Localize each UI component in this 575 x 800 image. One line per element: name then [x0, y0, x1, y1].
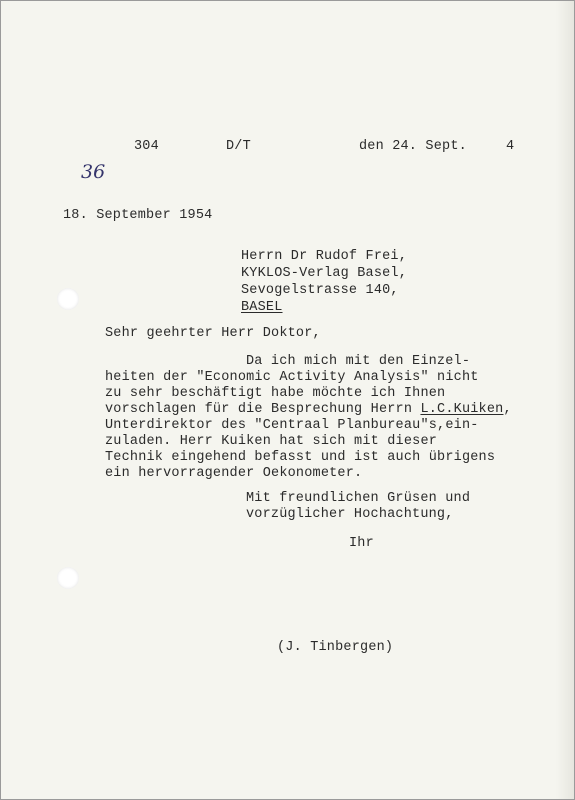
signature: (J. Tinbergen)	[277, 640, 394, 655]
body-line-2: heiten der "Economic Activity Analysis" nicht	[105, 370, 479, 385]
body-line-6: zuladen. Herr Kuiken hat sich mit dieser	[105, 434, 438, 449]
body-line-4	[105, 402, 512, 418]
address-line-3: Sevogelstrasse 140,	[241, 283, 399, 298]
header-code: D/T	[226, 139, 251, 154]
body-line-4-start: vorschlagen für die Besprechung Herrn	[105, 402, 421, 417]
header-date-suffix: 4	[506, 139, 515, 154]
closing-line-3: Ihr	[349, 536, 374, 551]
body-line-1: Da ich mich mit den Einzel-	[246, 354, 471, 369]
address-line-2: KYKLOS-Verlag Basel,	[241, 266, 408, 281]
page-edge-shadow	[556, 1, 574, 799]
body-line-5: Unterdirektor des "Centraal Planbureau"s,ein-	[105, 418, 479, 433]
address-line-4: BASEL	[241, 300, 283, 315]
letter-date: 18. September 1954	[63, 208, 213, 223]
name-kuiken-underlined: L.C.Kuiken	[420, 402, 504, 417]
salutation: Sehr geehrter Herr Doktor,	[105, 326, 321, 341]
body-line-7: Technik eingehend befasst und ist auch übrigens	[105, 450, 496, 465]
closing-line-1: Mit freundlichen Grüsen und	[246, 491, 471, 506]
handwritten-number: 36	[81, 161, 106, 183]
closing-line-2: vorzüglicher Hochachtung,	[246, 507, 454, 522]
header-number: 304	[134, 139, 159, 154]
header-date: den 24. Sept.	[359, 139, 467, 154]
body-line-8: ein hervorragender Oekonometer.	[105, 466, 363, 481]
body-line-3: zu sehr beschäftigt habe möchte ich Ihnen	[105, 386, 446, 401]
body-line-4-end: ,	[503, 402, 512, 417]
address-line-1: Herrn Dr Rudof Frei,	[241, 249, 408, 264]
punch-hole-bottom	[57, 567, 79, 589]
punch-hole-top	[57, 288, 79, 310]
